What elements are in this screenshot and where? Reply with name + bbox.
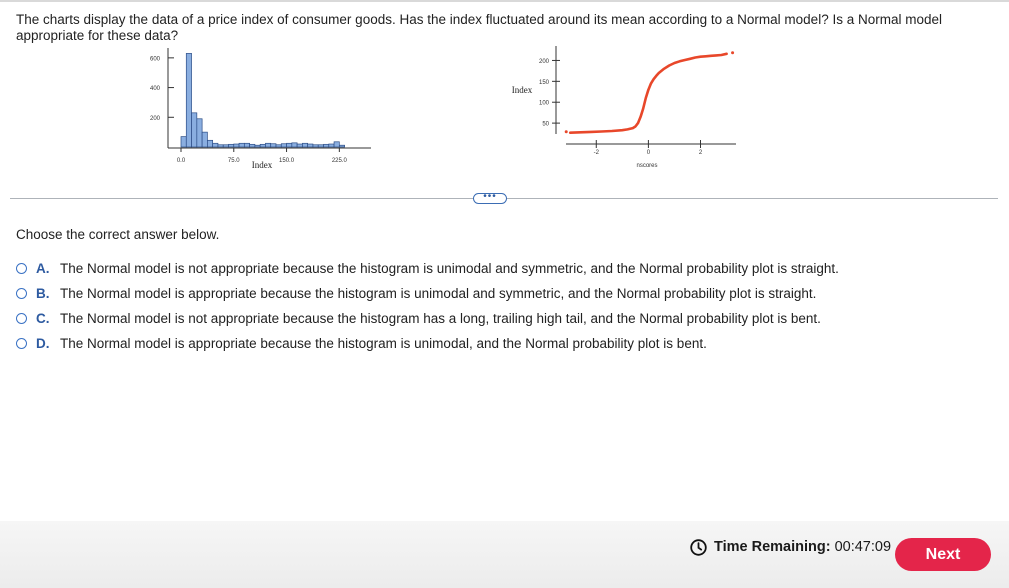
y-tick-label: 50 bbox=[542, 121, 549, 128]
histogram-bar bbox=[292, 143, 297, 147]
option-letter: B. bbox=[36, 286, 50, 301]
y-tick-label: 200 bbox=[149, 115, 160, 122]
option-letter: A. bbox=[36, 261, 50, 276]
option-d[interactable] bbox=[16, 331, 839, 356]
radio-a[interactable] bbox=[16, 263, 27, 274]
histogram-bar bbox=[281, 144, 286, 147]
expand-button[interactable]: ••• bbox=[473, 193, 507, 204]
plot-curve bbox=[570, 54, 726, 133]
histogram-bar bbox=[339, 145, 344, 147]
histogram-bar bbox=[234, 144, 239, 147]
x-tick-label: 75.0 bbox=[227, 158, 240, 164]
histogram-bar bbox=[334, 142, 339, 147]
timer-label: Time Remaining: bbox=[714, 539, 831, 555]
histogram-bar bbox=[324, 144, 329, 147]
histogram-bar bbox=[213, 143, 218, 147]
histogram-bar bbox=[318, 145, 323, 147]
time-remaining bbox=[690, 537, 891, 557]
histogram-bar bbox=[244, 143, 249, 147]
x-axis-label: Index bbox=[251, 160, 273, 170]
histogram-bar bbox=[255, 145, 260, 147]
histogram-bar bbox=[192, 113, 197, 147]
histogram-bar bbox=[271, 144, 276, 147]
radio-b[interactable] bbox=[16, 288, 27, 299]
charts-area bbox=[0, 40, 1009, 180]
radio-d[interactable] bbox=[16, 338, 27, 349]
histogram-bar bbox=[181, 137, 186, 147]
histogram-bar bbox=[207, 140, 212, 147]
option-letter: C. bbox=[36, 311, 50, 326]
histogram-bar bbox=[229, 144, 234, 147]
histogram-bar bbox=[302, 143, 307, 147]
histogram-bar bbox=[313, 145, 318, 147]
y-tick-label: 200 bbox=[538, 58, 549, 65]
x-tick-label: 2 bbox=[698, 150, 703, 156]
answer-options bbox=[16, 256, 839, 356]
timer-value: 00:47:09 bbox=[834, 539, 892, 555]
y-tick-label: 100 bbox=[538, 100, 549, 107]
normal-probability-plot bbox=[512, 46, 736, 169]
x-tick-label: 0.0 bbox=[176, 158, 186, 164]
x-axis-label: nscores bbox=[636, 163, 658, 169]
plot-point bbox=[565, 130, 568, 133]
question-text: The charts display the data of a price index of consumer goods. Has the index fluctuated around its mean according to a Normal model? Is a Normal model appropriate for these data? bbox=[16, 12, 942, 43]
y-tick-label: 400 bbox=[149, 86, 160, 93]
histogram-bar bbox=[276, 145, 281, 147]
clock-icon bbox=[690, 539, 707, 556]
option-text: The Normal model is not appropriate because the histogram is unimodal and symmetric, and the Normal probability plot is straight. bbox=[60, 261, 839, 276]
histogram-bar bbox=[202, 132, 207, 147]
next-button[interactable]: Next bbox=[895, 538, 991, 571]
x-tick-label: 150.0 bbox=[279, 158, 295, 164]
answer-prompt: Choose the correct answer below. bbox=[16, 227, 220, 242]
radio-c[interactable] bbox=[16, 313, 27, 324]
option-a[interactable] bbox=[16, 256, 839, 281]
histogram-bar bbox=[186, 53, 191, 147]
histogram-bar bbox=[287, 143, 292, 147]
histogram-bar bbox=[260, 144, 265, 147]
histogram-bar bbox=[265, 143, 270, 147]
histogram-bar bbox=[197, 119, 202, 147]
y-tick-label: 600 bbox=[149, 56, 160, 63]
option-text: The Normal model is appropriate because the histogram is unimodal and symmetric, and the Normal probability plot is straight. bbox=[60, 286, 817, 301]
option-text: The Normal model is not appropriate because the histogram has a long, trailing high tail, and the Normal probability plot is bent. bbox=[60, 311, 821, 326]
plot-point bbox=[731, 51, 734, 54]
x-tick-label: -2 bbox=[593, 150, 599, 156]
option-b[interactable] bbox=[16, 281, 839, 306]
histogram-bar bbox=[297, 144, 302, 147]
x-tick-label: 225.0 bbox=[331, 158, 347, 164]
histogram-bar bbox=[308, 144, 313, 147]
y-axis-label: Index bbox=[511, 85, 533, 95]
top-border bbox=[0, 0, 1009, 2]
histogram-bar bbox=[223, 145, 228, 147]
option-c[interactable] bbox=[16, 306, 839, 331]
option-letter: D. bbox=[36, 336, 50, 351]
y-tick-label: 150 bbox=[538, 79, 549, 86]
histogram-chart bbox=[150, 48, 371, 170]
option-text: The Normal model is appropriate because the histogram is unimodal, and the Normal probability plot is bent. bbox=[60, 336, 707, 351]
histogram-bar bbox=[329, 144, 334, 147]
histogram-bar bbox=[250, 144, 255, 147]
x-tick-label: 0 bbox=[646, 150, 651, 156]
histogram-bar bbox=[239, 143, 244, 147]
histogram-bar bbox=[218, 145, 223, 147]
